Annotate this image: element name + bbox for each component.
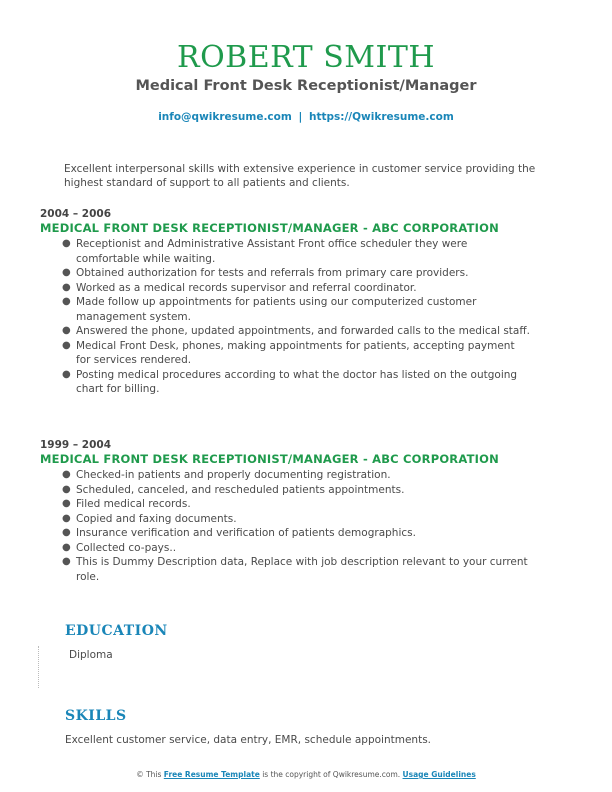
job-bullet-text: Answered the phone, updated appointments, and forwarded calls to the medical staff. (76, 325, 530, 337)
usage-guidelines-link[interactable]: Usage Guidelines (402, 770, 476, 779)
bullet-icon: ● (62, 469, 71, 480)
job-bullet (62, 237, 540, 266)
bullet-icon: ● (62, 267, 71, 278)
footer (0, 770, 612, 779)
candidate-title: Medical Front Desk Receptionist/Manager (135, 78, 477, 94)
summary-text: Excellent interpersonal skills with extensive experience in customer service providing the highest standard of support to all patients and clients. (64, 163, 536, 189)
job-dates: 1999 – 2004 (40, 439, 112, 451)
skills-text: Excellent customer service, data entry, EMR, schedule appointments. (65, 734, 431, 746)
job-bullet (62, 295, 540, 324)
job-bullet-text: Worked as a medical records supervisor and referral coordinator. (76, 281, 417, 294)
experience-entry (40, 208, 540, 397)
education-item: Diploma (69, 649, 113, 661)
job-bullet (62, 266, 540, 281)
skills-heading: SKILLS (65, 708, 127, 724)
job-bullet-text: Made follow up appointments for patients using our computerized customer management system. (76, 296, 477, 323)
job-bullet (62, 555, 540, 584)
bullet-icon: ● (62, 498, 71, 509)
bullet-icon: ● (62, 527, 71, 538)
job-dates: 2004 – 2006 (40, 208, 112, 220)
job-bullet (62, 468, 540, 483)
job-bullet (62, 368, 540, 397)
job-bullet-text: Posting medical procedures according to what the doctor has listed on the outgoing chart for billing. (76, 368, 518, 395)
email-link[interactable]: info@qwikresume.com (158, 111, 292, 123)
bullet-icon: ● (62, 483, 71, 495)
contact-line (0, 111, 612, 123)
bullet-icon: ● (62, 296, 71, 307)
job-heading: MEDICAL FRONT DESK RECEPTIONIST/MANAGER - ABC CORPORATION (40, 452, 499, 466)
job-bullet-text: Checked-in patients and properly documenting registration. (76, 469, 391, 481)
job-bullet-list (40, 468, 540, 584)
job-bullet-text: Insurance verification and verification of patients demographics. (76, 527, 416, 539)
education-heading: EDUCATION (65, 623, 168, 639)
job-bullet-text: Obtained authorization for tests and referrals from primary care providers. (76, 267, 469, 279)
job-bullet (62, 512, 540, 527)
bullet-icon: ● (62, 368, 71, 380)
job-heading: MEDICAL FRONT DESK RECEPTIONIST/MANAGER - ABC CORPORATION (40, 221, 499, 235)
footer-prefix: © This (136, 770, 162, 779)
bullet-icon: ● (62, 325, 71, 336)
experience-entry (40, 439, 540, 584)
website-link[interactable]: https://Qwikresume.com (308, 111, 454, 123)
job-bullet-text: Scheduled, canceled, and rescheduled patients appointments. (76, 483, 405, 496)
contact-separator: | (298, 111, 303, 123)
free-resume-template-link[interactable]: Free Resume Template (163, 770, 260, 779)
bullet-icon: ● (62, 512, 71, 524)
job-bullet-text: Copied and faxing documents. (76, 512, 237, 525)
job-bullet (62, 281, 540, 296)
job-bullet (62, 339, 540, 368)
job-bullet (62, 483, 540, 498)
bullet-icon: ● (62, 556, 71, 567)
bullet-icon: ● (62, 339, 71, 351)
candidate-name: ROBERT SMITH (176, 40, 436, 75)
job-bullet (62, 541, 540, 556)
bullet-icon: ● (62, 281, 71, 293)
bullet-icon: ● (62, 541, 71, 553)
job-bullet-text: Collected co-pays.. (76, 541, 177, 554)
job-bullet (62, 526, 540, 541)
bullet-icon: ● (62, 238, 71, 249)
job-bullet-list (40, 237, 540, 397)
job-bullet-text: Receptionist and Administrative Assistant Front office scheduler they were comfortable while waiting. (76, 238, 468, 265)
job-bullet (62, 497, 540, 512)
job-bullet-text: Filed medical records. (76, 498, 191, 510)
job-bullet-text: Medical Front Desk, phones, making appointments for patients, accepting payment for services rendered. (76, 339, 515, 366)
education-divider (38, 646, 39, 688)
footer-middle: is the copyright of Qwikresume.com. (262, 770, 401, 779)
job-bullet (62, 324, 540, 339)
job-bullet-text: This is Dummy Description data, Replace with job description relevant to your current role. (76, 556, 528, 583)
